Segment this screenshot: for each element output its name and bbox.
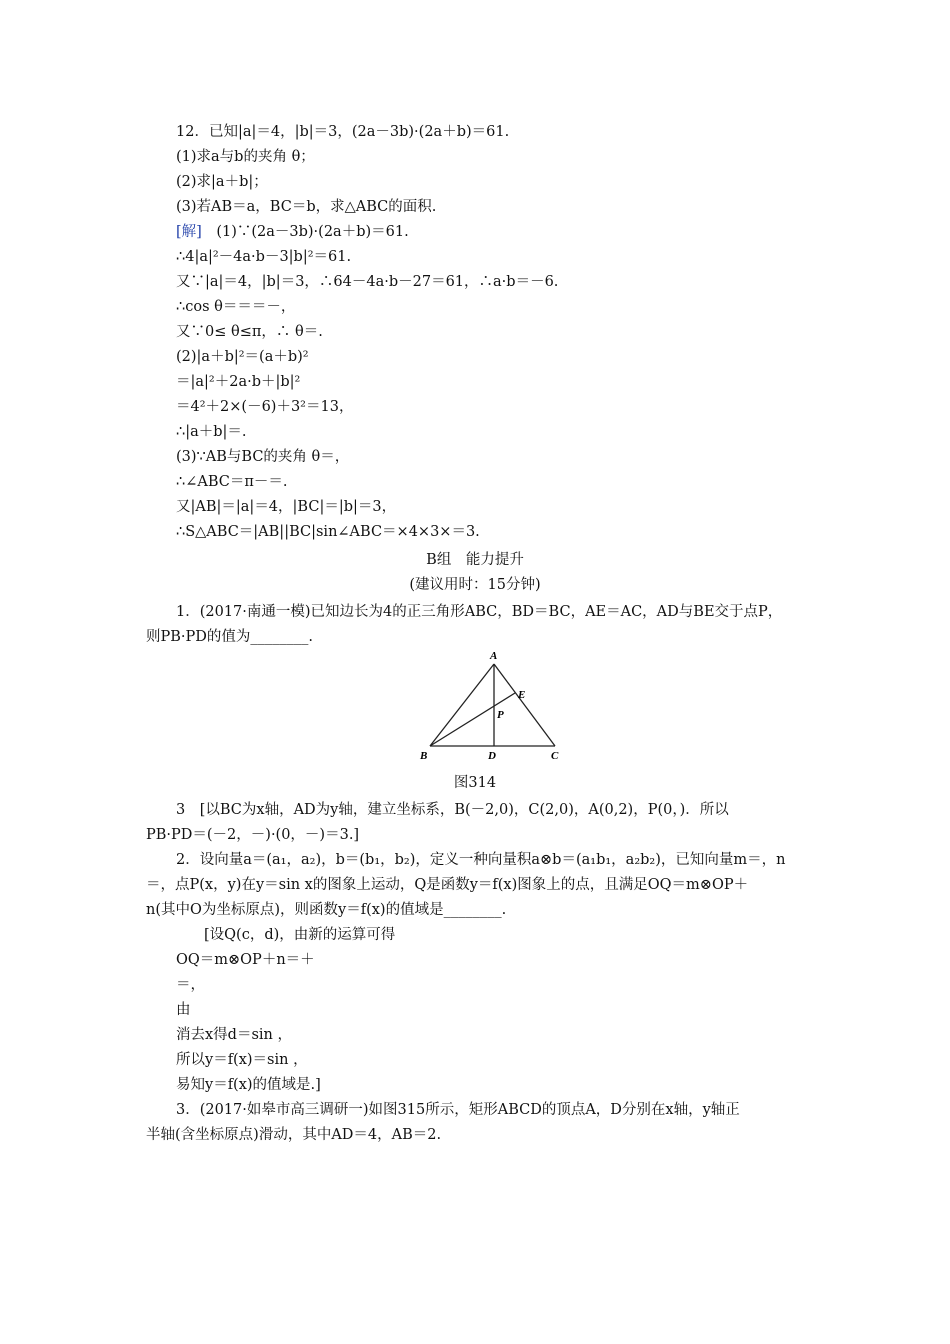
problem-2-answer: [设Q(c，d)，由新的运算可得 bbox=[204, 927, 396, 943]
solution-line-text: (1)∵(2a－3b)·(2a＋b)＝61. bbox=[216, 224, 409, 240]
solution-line: (3)∵AB与BC的夹角 θ＝， bbox=[176, 449, 350, 465]
solution-tag: [解] bbox=[176, 224, 202, 240]
problem-1-statement: 1．(2017·南通一模)已知边长为4的正三角形ABC，BD＝BC，AE＝AC，AD与BE交于点P， bbox=[176, 604, 783, 620]
solution-line: 又∵|a|＝4，|b|＝3，∴64－4a·b－27＝61，∴a·b＝－6. bbox=[176, 274, 559, 290]
figure-caption: 图314 bbox=[453, 775, 497, 791]
problem-2-answer-line: 由 bbox=[176, 1002, 191, 1018]
solution-line: 又|AB|＝|a|＝4，|BC|＝|b|＝3， bbox=[176, 499, 397, 515]
problem-1-answer: 3 [以BC为x轴，AD为y轴，建立坐标系，B(－2,0)，C(2,0)，A(0,2)，P(0，)．所以 bbox=[176, 802, 729, 818]
problem-12-part-1: (1)求a与b的夹角 θ； bbox=[176, 149, 315, 165]
solution-line: ＝|a|²＋2a·b＋|b|² bbox=[176, 374, 301, 390]
problem-1-answer-cont: PB·PD＝(－2，－)·(0，－)＝3.] bbox=[146, 827, 360, 843]
solution-line: ＝4²＋2×(－6)＋3²＝13， bbox=[176, 399, 354, 415]
problem-2-answer-line: 消去x得d＝sin ， bbox=[176, 1027, 292, 1043]
triangle-figure bbox=[410, 646, 570, 768]
solution-line: ∴S△ABC＝|AB||BC|sin∠ABC＝×4×3×＝3. bbox=[176, 524, 480, 540]
solution-line bbox=[176, 222, 409, 242]
problem-2-statement-cont: ＝，点P(x，y)在y＝sin x的图象上运动，Q是函数y＝f(x)图象上的点，且满足OQ＝m⊗OP＋ bbox=[146, 877, 749, 893]
solution-line: ∴∠ABC＝π－＝. bbox=[176, 474, 288, 490]
problem-12-statement: 12．已知|a|＝4，|b|＝3，(2a－3b)·(2a＋b)＝61. bbox=[176, 124, 510, 140]
label-d: D bbox=[488, 750, 496, 762]
problem-12-part-2: (2)求|a＋b|； bbox=[176, 174, 268, 190]
problem-2-answer-line: OQ＝m⊗OP＋n＝＋ bbox=[176, 952, 315, 968]
solution-line: (2)|a＋b|²＝(a＋b)² bbox=[176, 349, 309, 365]
problem-1-statement-cont: 则PB·PD的值为________. bbox=[146, 629, 314, 645]
problem-2-answer-line: 所以y＝f(x)＝sin ， bbox=[176, 1052, 308, 1068]
solution-line: ∴4|a|²－4a·b－3|b|²＝61. bbox=[176, 249, 352, 265]
triangle-diagram bbox=[410, 646, 570, 768]
side-ac bbox=[494, 664, 555, 746]
label-e: E bbox=[518, 689, 526, 701]
solution-line: 又∵0≤ θ≤π，∴ θ＝. bbox=[176, 324, 323, 340]
problem-2-answer-line: ＝， bbox=[176, 977, 205, 993]
section-heading: B组 能力提升 bbox=[426, 552, 524, 568]
side-ab bbox=[430, 664, 494, 746]
problem-2-statement: 2．设向量a＝(a₁，a₂)，b＝(b₁，b₂)，定义一种向量积a⊗b＝(a₁b₁，a₂b₂)，已知向量m＝，n bbox=[176, 852, 786, 868]
problem-2-answer-line: 易知y＝f(x)的值域是.] bbox=[176, 1077, 321, 1093]
section-time-note: (建议用时：15分钟) bbox=[409, 577, 541, 593]
label-p: P bbox=[497, 709, 504, 721]
label-c: C bbox=[551, 750, 559, 762]
problem-3-statement: 3．(2017·如皋市高三调研一)如图315所示，矩形ABCD的顶点A，D分别在x轴，y轴正 bbox=[176, 1102, 740, 1118]
solution-line: ∴|a＋b|＝. bbox=[176, 424, 247, 440]
label-a: A bbox=[490, 650, 498, 662]
solution-line: ∴cos θ＝＝＝－， bbox=[176, 299, 296, 315]
problem-12-part-3: (3)若AB＝a，BC＝b，求△ABC的面积. bbox=[176, 199, 437, 215]
problem-3-statement-cont: 半轴(含坐标原点)滑动，其中AD＝4，AB＝2. bbox=[146, 1127, 442, 1143]
label-b: B bbox=[420, 750, 428, 762]
problem-2-statement-cont: n(其中O为坐标原点)，则函数y＝f(x)的值域是________. bbox=[146, 902, 507, 918]
